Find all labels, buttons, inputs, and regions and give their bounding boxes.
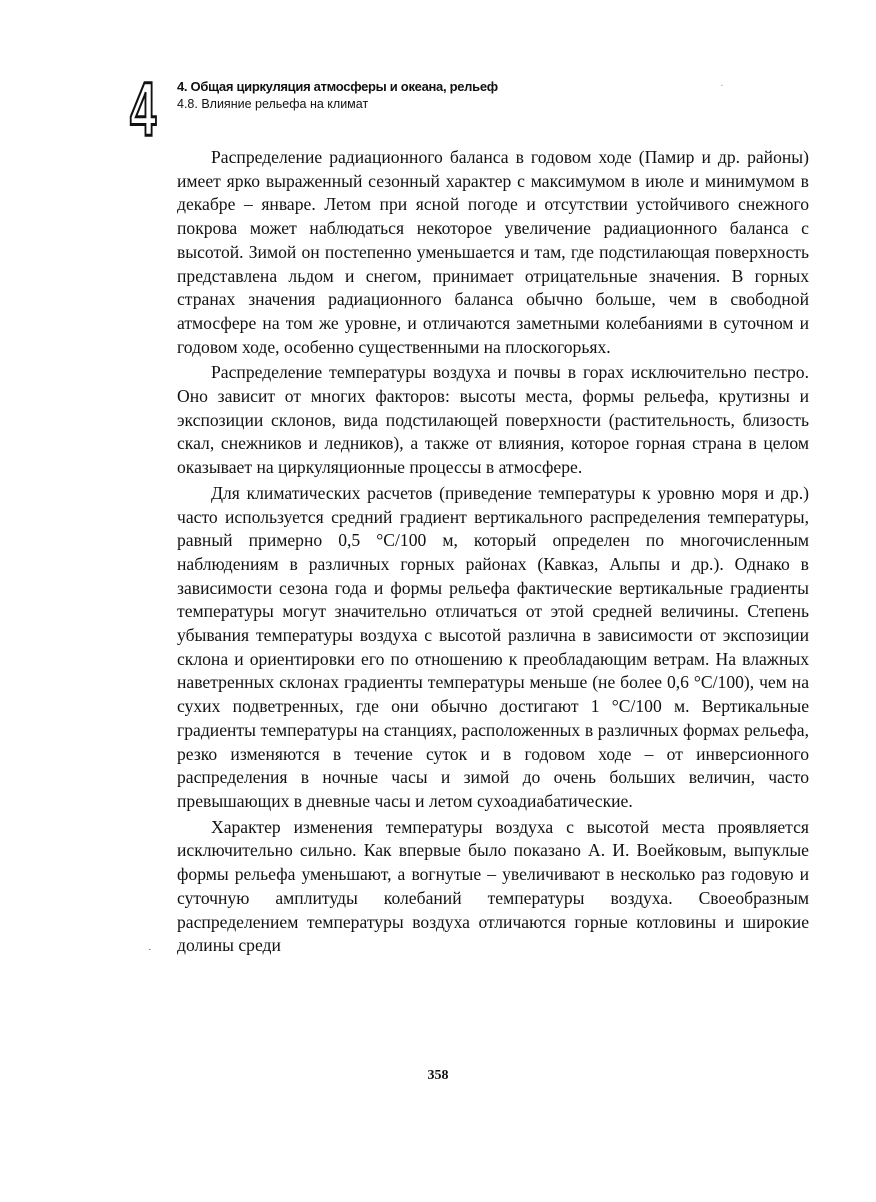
paragraph: Характер изменения температуры воздуха с высотой места проявляется исключительно сильно. Как впервые было показано А. И. Воейковым, выпуклые формы рельефа уменьшают, а вогнутые – увеличивают в несколько раз годовую и суточную амплитуды колебаний температуры воздуха. Своеобразным распределением температуры воздуха отличаются горные котловины и широкие долины среди bbox=[177, 816, 809, 956]
chapter-number: 4 bbox=[130, 67, 157, 152]
scan-speck: · bbox=[148, 944, 152, 956]
paragraph: Распределение радиационного баланса в годовом ходе (Памир и др. районы) имеет ярко выраженный сезонный характер с максимумом в июле и минимумом в декабре – январе. Летом при ясной погоде и отсутствии устойчивого снежного покрова может наблюдаться некоторое увеличение радиационного баланса с высотой. Зимой он постепенно уменьшается и там, где подстилающая поверхность представлена льдом и снегом, принимает отрицательные значения. В горных странах значения радиационного баланса обычно больше, чем в свободной атмосфере на том же уровне, и отличаются заметными колебаниями в суточном и годовом ходе, особенно существенными на плоскогорьях. bbox=[177, 147, 809, 357]
paragraph: Для климатических расчетов (приведение температуры к уровню моря и др.) часто используется средний градиент вертикального распределения температуры, равный примерно 0,5 °С/100 м, который определен по многочисленным наблюдениям в различных горных районах (Кавказ, Альпы и др.). Однако в зависимости сезона года и формы рельефа фактические вертикальные градиенты температуры могут значительно отличаться от этой средней величины. Степень убывания температуры воздуха с высотой различна в зависимости от экспозиции склона и ориентировки его по отношению к преобладающим ветрам. На влажных наветренных склонах градиенты температуры меньше (не более 0,6 °С/100), чем на сухих подветренных, где они обычно достигают 1 °С/100 м. Вертикальные градиенты температуры на станциях, расположенных в различных формах рельефа, резко изменяются в течение суток и в годовом ходе – от инверсионного распределения в ночные часы и зимой до очень больших величин, часто превышающих в дневные часы и летом сухоадиабатические. bbox=[177, 482, 809, 811]
paragraph: Распределение температуры воздуха и почвы в горах исключительно пестро. Оно зависит от многих факторов: высоты места, формы рельефа, крутизны и экспозиции склонов, вида подстилающей поверхности (растительность, близость скал, снежников и ледников), а также от влияния, которое горная страна в целом оказывает на циркуляционные процессы в атмосфере. bbox=[177, 362, 809, 478]
body-text bbox=[177, 146, 809, 960]
section-title: 4.8. Влияние рельефа на климат bbox=[177, 97, 369, 111]
running-head bbox=[177, 78, 498, 113]
chapter-title: 4. Общая циркуляция атмосферы и океана, рельеф bbox=[177, 79, 498, 94]
scan-speck: · bbox=[720, 80, 724, 92]
page-number: 358 bbox=[427, 1068, 449, 1083]
